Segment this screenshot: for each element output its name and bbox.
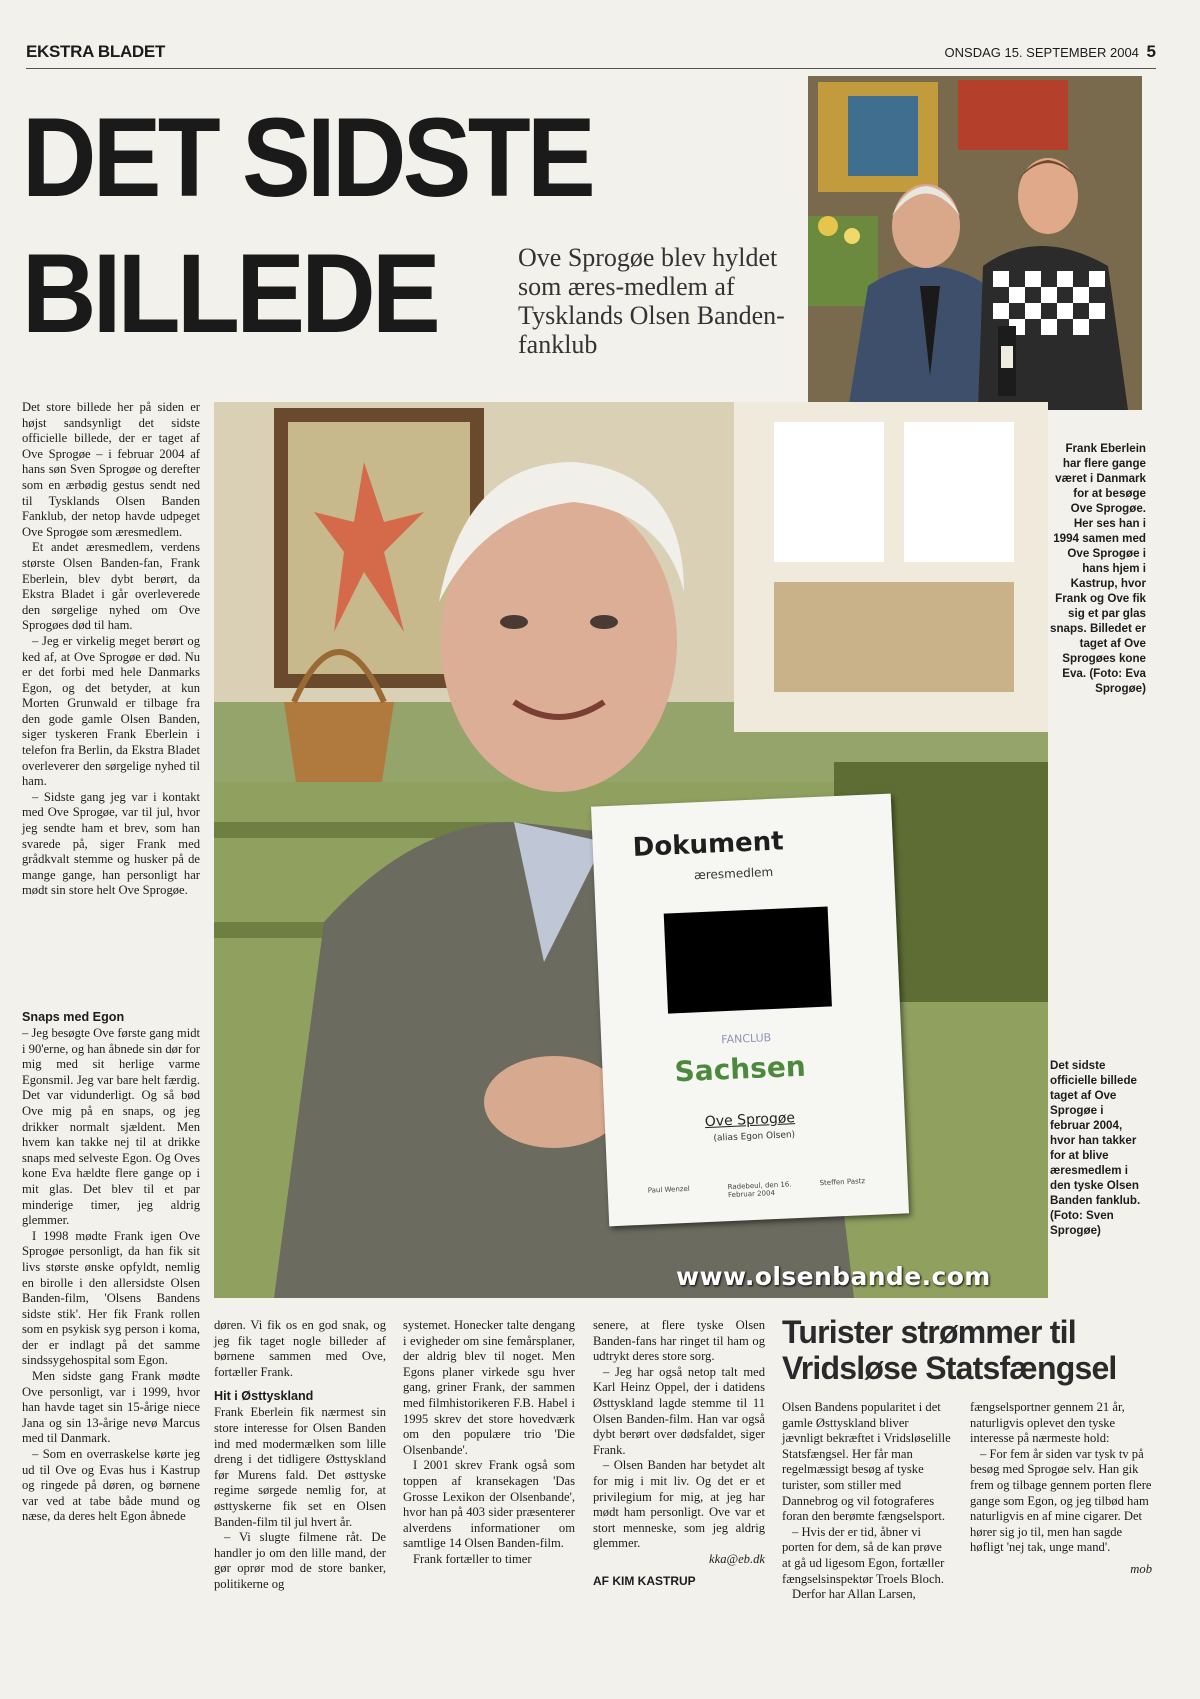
paragraph: døren. Vi fik os en god snak, og jeg fik taget nogle billeder af børnene sammen med Ove, fortæller Frank. [214,1318,386,1379]
caption-small-photo: Frank Eberlein har flere gange været i Danmark for at besøge Ove Sprogøe. Her ses han i 1994 samen med Ove Sprogøe i hans hjem i Kastrup, hvor Frank og Ove fik sig et par glas snaps. Billedet er taget af Ove Sprogøes kone Eva. (Foto: Eva Sprogøe) [1050,442,1147,695]
document-recipient-alias: (alias Egon Olsen) [713,1130,796,1144]
redacted-logo [664,907,832,1014]
subheading-hit: Hit i Østtyskland [214,1389,314,1404]
headline-line-2: BILLEDE [22,231,438,356]
photo-illustration [808,76,1142,410]
issue-date [945,42,1156,62]
sidebar-headline: Turister strømmer til Vridsløse Statsfængsel [782,1314,1117,1386]
sidebar-column-2 [970,1400,1152,1578]
paragraph: – Vi slugte filmene råt. De handler jo om den lille mand, der gør oprør mod de store banker, politikerne og [214,1530,386,1591]
paragraph: Det store billede her på siden er højst sandsynligt det sidste officielle billede, der er taget af Ove Sprogøe – i februar 2004 af hans søn Sven Sprogøe og derefter som en ærbødig gestus sendt ned til Tysklands Olsen Banden Fanklub, der netop havde udpeget Ove Sprogøe som æresmedlem. [22,400,200,539]
article-column-3 [403,1318,575,1568]
paragraph: Et andet æresmedlem, verdens største Olsen Banden-fan, Frank Eberlein, blev dybt berørt, da Ekstra Bladet i går overleverede den sørgelige nyhed om Ove Sprogøes død til ham. [22,540,200,633]
sidebar-column-1 [782,1400,952,1603]
paragraph: senere, at flere tyske Olsen Banden-fans har ringet til ham og udtrykt deres store sorg. [593,1318,765,1364]
date-text: ONSDAG 15. SEPTEMBER 2004 [944,45,1139,60]
document-club: FANCLUB [720,1031,772,1047]
document-recipient-name: Ove Sprogøe [704,1110,796,1131]
paragraph: – Jeg er virkelig meget berørt og ked af, at Ove Sprogøe er død. Nu er det forbi med hele Danmarks Egon, og det betyder, at kun Morten Grunwald er tilbage fra den gode gamle Olsen Banden, siger tyskeren Frank Eberlein i telefon fra Berlin, da Ekstra Bladet overleverer den sørgelige nyhed til ham. [22,633,200,789]
paragraph: Derfor har Allan Larsen, [792,1587,916,1602]
newspaper-name: EKSTRA BLADET [26,42,166,61]
document-subtitle: æresmedlem [693,864,774,883]
caption-main-photo: Det sidste officielle billede taget af Ove Sprogøe i februar 2004, hvor han takker for at blive æresmedlem i den tyske Olsen Banden fanklub. (Foto: Sven Sprogøe) [1050,1059,1141,1237]
paragraph: – For fem år siden var tysk tv på besøg med Sprogøe selv. Han gik frem og tilbage gennem porten flere gange som Egon, og jeg tilbød ham naturligvis en af mine cigarer. Det hører sig jo til, men han sagde høfligt 'nej tak, unge mand'. [970,1446,1152,1555]
paragraph: – Sidste gang jeg var i kontakt med Ove Sprogøe, var til jul, hvor jeg sendte ham et brev, som han svarede på, siger Frank med grådkvalt stemme og husker på de mange gange, han personligt har mødt sin store helt Ove Sprogøe. [22,789,200,898]
article-column-left-top [22,400,200,899]
article-column-left-bottom [22,1006,200,1525]
author-email: kka@eb.dk [709,1551,765,1566]
paragraph: I 2001 skrev Frank også som toppen af kransekagen 'Das Grosse Lexikon der Olsenbande', hvor han på 403 sider præsenterer alverdens informationer om samtlige 14 Olsen Banden-film. [403,1458,575,1551]
page-number: 5 [1146,42,1156,61]
subheading-snaps: Snaps med Egon [22,1010,125,1024]
document-signature-left: Paul Wenzel [647,1184,690,1195]
paragraph: – Som en overraskelse kørte jeg ud til Ove og Evas hus i Kastrup og ringede på døren, og børnene var ved at tabe både mund og næse, da deres helt Egon åbnede [22,1447,200,1524]
paragraph: Olsen Bandens popularitet i det gamle Østtyskland bliver jævnligt bekræftet i Vridsløselille Statsfængsel. Her får man regelmæssigt besøg af tyske turister, som stiller med Dannebrog og vil fotograferes foran den berømte fængselsport. [782,1400,951,1524]
paragraph: Men sidste gang Frank mødte Ove personligt, var i 1999, hvor han havde taget sin 15-årige niece Jana og sin 13-årige nevø Marcus med til Danmark. [22,1369,200,1446]
byline: AF KIM KASTRUP [593,1573,696,1588]
photo-eberlein-and-sprogoe [808,76,1142,410]
paragraph: I 1998 mødte Frank igen Ove Sprogøe personligt, da han fik sit livs største ønske opfyldt, nemlig en birolle i den allersidste Olsen Banden-film, 'Olsens Bandens sidste stik'. Her fik Frank rollen som en psykisk syg person i koma, der er indlagt på det samme sindssygehospital som Egon. [22,1228,200,1368]
article-column-4 [593,1318,765,1589]
sidebar-signature: mob [1130,1561,1152,1576]
article-column-2 [214,1318,386,1593]
paragraph: – Jeg besøgte Ove første gang midt i 90'erne, og han åbnede sin dør for mig med sit herlige varme Egonsmil. Jeg var bare helt færdig. Det var vidunderligt. Og så bød Ove mig på en snaps, og jeg drikker normalt sjældent. Men hvem kan takke nej til at drikke snaps med selveste Egon. Og Oves kone Eva hældte flere gange op i mit glas. Det blev til et par minderige timer, jeg aldrig glemmer. [22,1026,200,1228]
paragraph: – Hvis der er tid, åbner vi porten for dem, så de kan prøve at gå ud ligesom Egon, fortæller fængselsinspektør Troels Bloch. [782,1524,945,1586]
paragraph: fængselsportner gennem 21 år, naturligvis oplevet den tyske interesse på nærmeste hold: [970,1400,1125,1446]
deck-subheadline: Ove Sprogøe blev hyldet som æres-medlem af Tysklands Olsen Banden-fanklub [518,243,785,359]
paragraph: – Olsen Banden har betydet alt for mig i mit liv. Og det er et privilegium for mig, at jeg har mødt ham personligt. Ove var et stort menneske, som jeg aldrig glemmer. [593,1458,765,1551]
paragraph: – Jeg har også netop talt med Karl Heinz Oppel, der i datidens Østtyskland lagde stemme til 11 Olsen Banden-film. Han var også dybt berørt over dødsfaldet, siger Frank. [593,1364,765,1457]
header-rule [26,68,1156,69]
document-title: Dokument [632,826,785,863]
document-region: Sachsen [673,1049,807,1089]
website-overlay: www.olsenbande.com [676,1262,991,1291]
headline-line-1: DET SIDSTE [22,95,593,220]
paragraph: Frank Eberlein fik nærmest sin store interesse for Olsen Banden ind med modermælken som lille dreng i det tidligere Østtyskland før Murens fald. Det østtyske regime sørgede nemlig for, at østtyskerne fik set en Olsen Banden-film til jul hvert år. [214,1405,386,1529]
honorary-membership-document [591,794,909,1227]
paragraph: Frank fortæller to timer [413,1551,532,1566]
document-place-date: Radebeul, den 16. Februar 2004 [727,1180,792,1200]
paragraph: systemet. Honecker talte dengang i evigheder om sine femårsplaner, der aldrig blev til noget. Men Egons planer virkede sgu hver gang, griner Frank, der sammen med filmhistorikeren F.B. Habel i 1995 skrev det store hovedværk om den populære trio 'Die Olsenbande'. [403,1318,575,1457]
document-signature-right: Steffen Pastz [819,1177,866,1188]
